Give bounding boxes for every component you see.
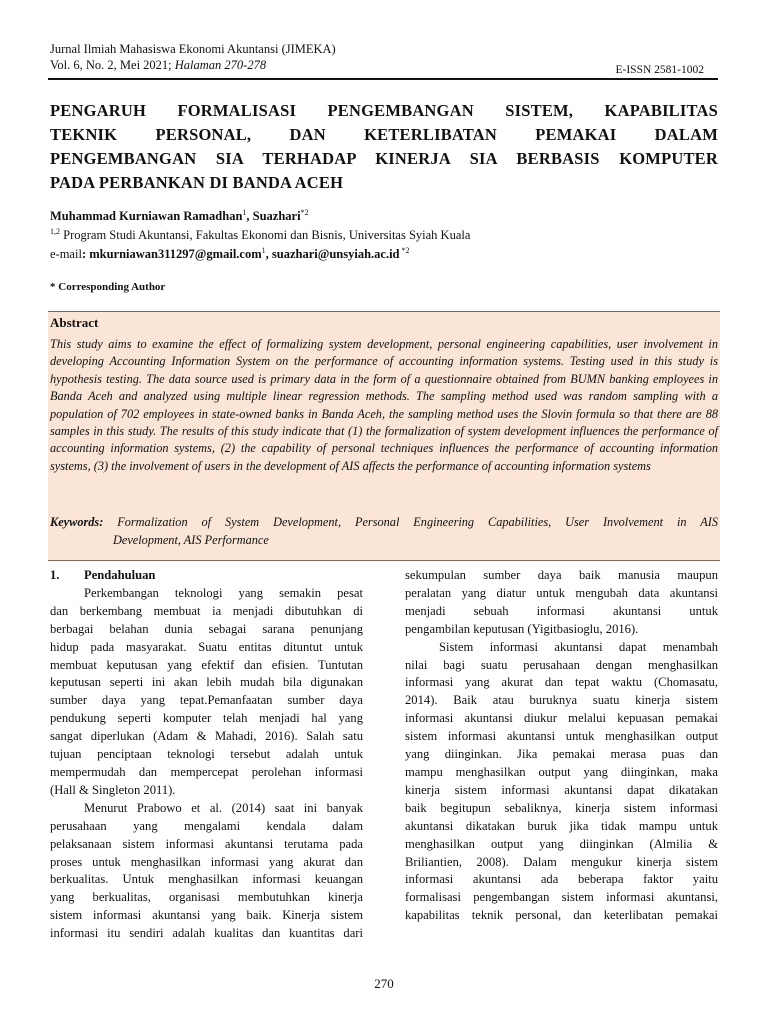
author-1-sup: 1 [242, 207, 247, 217]
email-label: e-mail [50, 247, 82, 261]
corresponding-author-note: * Corresponding Author [50, 281, 166, 293]
body-text-line: nilai bagi suatu perusahaan dengan menghasilkan [405, 657, 718, 672]
body-text-line: keputusan seperti ini akan lebih mudah bila digunakan [50, 675, 363, 690]
section-heading [50, 567, 363, 585]
title-line: PADA PERBANKAN DI BANDA ACEH [50, 173, 344, 192]
body-text-line: formalisasi pengembangan sistem informasi akuntansi, [405, 890, 718, 905]
body-text-line: yang berkualitas, organisasi membutuhkan kinerja [50, 890, 363, 905]
journal-pages: Halaman 270-278 [174, 58, 267, 72]
body-text-line: Menurut Prabowo et al. (2014) saat ini banyak [84, 800, 363, 815]
section-title: Pendahuluan [84, 568, 156, 582]
journal-volume: Vol. 6, No. 2, Mei 2021; [50, 58, 172, 72]
body-text-line: sistem informasi akuntansi yang baik. Kinerja sistem [50, 908, 363, 923]
body-text-line: informasi yang akurat dan tepat waktu (Chomasatu, [405, 675, 718, 690]
body-text-line: Briliantien, 2008). Dalam mengukur kinerja sistem [405, 854, 718, 869]
abstract-heading: Abstract [50, 315, 99, 330]
abstract-text: This study aims to examine the effect of formalizing system development, personal engineering capabilities, user involvement in developing Accounting Information System on the performance of accounting information systems. Testing used in this study is hypothesis testing. The data source used is primary data in the form of a questionnaire obtained from BUMN banking employees in Banda Aceh and analyzed using multiple linear regression methods. The sampling method used was random sampling with a population of 702 employees in state-owned banks in Banda Aceh, the sampling method uses the Slovin formula so that there are 88 samples in this study. The results of this study indicate that (1) the formalization of system development influences the performance of accounting information systems, (2) the capability of personal techniques influences the performance of accounting information systems, (3) the involvement of users in the development of AIS affects the performance of accounting information systems [50, 337, 718, 473]
body-text-line: kapabilitas teknik personal, dan keterlibatan pemakai [405, 908, 718, 923]
body-text-line: informasi akuntansi ada beberapa faktor yaitu [405, 872, 718, 887]
body-text-line: baik begitupun sebaliknya, kinerja sistem informasi [405, 800, 718, 815]
body-text-line: menjadi sebuah informasi akuntansi untuk [405, 603, 718, 618]
body-text-line: yang diinginkan. Jika pemakai merasa puas dan [405, 747, 718, 762]
body-text-line: mempermudah dan mempercepat perolehan informasi [50, 764, 363, 779]
body-text-line: hidup pada masyarakat. Suatu entitas dituntut untuk [50, 639, 363, 654]
body-text-line: 2014). Baik atau buruknya suatu kinerja sistem [405, 693, 718, 708]
body-text-line: dan berkembang membuat ia menjadi dibutuhkan di [50, 603, 363, 618]
body-text-line: proses untuk menghasilkan informasi yang akurat dan [50, 854, 363, 869]
keywords-text-1: Formalization of System Development, Personal Engineering Capabilities, User Involvement in AIS [103, 515, 718, 529]
author-1: Muhammad Kurniawan Ramadhan [50, 209, 243, 223]
body-text-line: Perkembangan teknologi yang semakin pesat [84, 585, 363, 600]
title-line: PENGEMBANGAN SIA TERHADAP KINERJA SIA BERBASIS KOMPUTER [50, 149, 718, 168]
body-text-line: (Hall & Singleton 2011). [50, 782, 176, 797]
keywords-line-1 [50, 513, 718, 531]
email-2-sup: *2 [399, 245, 410, 255]
email-line [50, 245, 718, 264]
body-text-line: informasi akuntansi diukur melalui kepuasan pemakai [405, 711, 718, 726]
right-column [405, 567, 718, 925]
body-text-line: Sistem informasi akuntansi dapat menambah [439, 639, 718, 654]
page-number: 270 [374, 976, 394, 991]
body-text-line: berbagai belahan dunia sebagai sarana penunjang [50, 621, 363, 636]
title-line: PENGARUH FORMALISASI PENGEMBANGAN SISTEM, KAPABILITAS [50, 101, 718, 120]
affiliation-line [50, 226, 718, 245]
body-text-line: pengambilan keputusan (Yigitbasioglu, 2016). [405, 621, 639, 636]
body-text-line: sistem informasi akuntansi untuk menghasilkan output [405, 729, 718, 744]
body-text-line: sumber daya yang tepat.Pemanfaatan sumber daya [50, 693, 363, 708]
title-line: TEKNIK PERSONAL, DAN KETERLIBATAN PEMAKAI DALAM [50, 125, 718, 144]
body-text-line: peralatan yang diatur untuk mengubah data akuntansi [405, 585, 718, 600]
author-names [50, 207, 718, 226]
abstract-top-rule [48, 311, 720, 312]
keywords-label: Keywords: [50, 515, 104, 529]
body-text-line: perusahaan yang mengalami kendala dalam [50, 818, 363, 833]
body-text-line: pelaksanaan sistem informasi akuntansi terutama pada [50, 836, 363, 851]
body-text-line: informasi itu sendiri adalah kualitas dan kuantitas dari [50, 926, 363, 941]
journal-name: Jurnal Ilmiah Mahasiswa Ekonomi Akuntansi (JIMEKA) [50, 42, 336, 56]
header-divider [48, 78, 718, 80]
body-text-line: akuntansi dikatakan buruk jika tidak mampu untuk [405, 818, 718, 833]
author-2: Suazhari [252, 209, 301, 223]
keywords [50, 513, 718, 549]
section-number: 1. [50, 568, 60, 582]
body-text-line: sangat diperlukan (Adam & Mahadi, 2016). Salah satu [50, 729, 363, 744]
abstract-box [48, 311, 720, 561]
author-block [50, 207, 718, 264]
body-text-line: berkualitas. Untuk menghasilkan informasi keuangan [50, 872, 363, 887]
abstract-bottom-rule [48, 560, 720, 561]
body-text-line: sekumpulan sumber daya baik manusia maupun [405, 568, 718, 582]
email-2[interactable]: , suazhari@unsyiah.ac.id [265, 247, 400, 261]
body-text-line: membuat keputusan yang efektif dan efisien. Tuntutan [50, 657, 363, 672]
paper-title [50, 99, 718, 195]
keywords-line-2: Development, AIS Performance [113, 533, 269, 547]
email-1[interactable]: : mkurniawan311297@gmail.com [81, 247, 262, 261]
author-2-sup: *2 [300, 207, 309, 217]
affiliation-sup: 1,2 [50, 226, 60, 236]
body-text-line: kinerja sistem informasi akuntansi dapat dikatakan [405, 782, 718, 797]
email-1-sup: 1 [261, 245, 266, 255]
author-separator: , [246, 209, 253, 223]
journal-header [50, 41, 718, 76]
affiliation: Program Studi Akuntansi, Fakultas Ekonomi dan Bisnis, Universitas Syiah Kuala [60, 228, 471, 242]
body-text-line: menghasilkan output yang diinginkan (Almilia & [405, 836, 718, 851]
journal-eissn: E-ISSN 2581-1002 [615, 64, 704, 76]
left-column [50, 567, 363, 943]
body-text-line: pendukung seperti komputer telah menjadi hal yang [50, 711, 363, 726]
body-text-line: tujuan penciptaan teknologi tersebut adalah untuk [50, 747, 363, 762]
body-text-line: mampu menghasilkan output yang diinginkan, maka [405, 764, 718, 779]
